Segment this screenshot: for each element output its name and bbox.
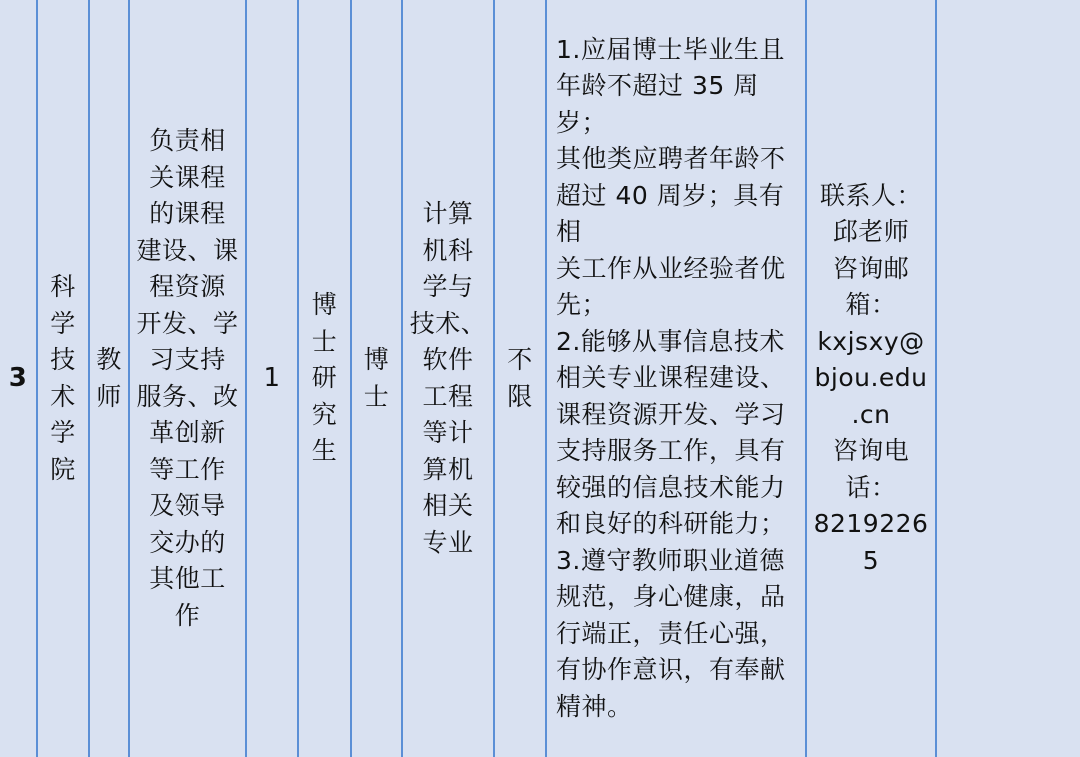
major-text: 计算 机科 学与 技术、 软件 工程 等计 算机 相关 专业	[409, 199, 487, 557]
cell-degree	[352, 0, 401, 757]
cell-duties	[130, 0, 245, 757]
cell-requirements	[547, 0, 805, 757]
cell-post	[90, 0, 128, 757]
education-level: 博 士 研 究 生	[311, 290, 338, 466]
cell-contact	[807, 0, 935, 757]
post-name: 教 师	[96, 345, 122, 411]
contact-text: 联系人： 邱老师 咨询邮 箱： kxjsxy@ bjou.edu .cn 咨询电 话： 8219226 5	[813, 180, 929, 575]
cell-count	[247, 0, 297, 757]
cell-other	[495, 0, 545, 757]
cell-index	[0, 0, 36, 757]
cell-education	[299, 0, 350, 757]
row-index: 3	[8, 363, 28, 394]
department-name: 科 学 技 术 学 院	[50, 272, 76, 484]
cell-major	[403, 0, 493, 757]
cell-department	[38, 0, 88, 757]
duties-text: 负责相 关课程 的课程 建设、课 程资源 开发、学 习支持 服务、改 革创新 等工作 及领导 交办的 其他工 作	[136, 126, 239, 630]
cell-remarks	[937, 0, 1080, 757]
other-text: 不 限	[507, 345, 533, 411]
degree-level: 博 士	[363, 345, 390, 411]
requirements-text: 1.应届博士毕业生且 年龄不超过 35 周岁； 其他类应聘者年龄不 超过 40 周岁；具有相 关工作从业经验者优 先； 2.能够从事信息技术 相关专业课程建设、 课程资源开发、学习 支持服务工作，具有 较强的信息技术能力 和良好的科研能力； 3.遵守教师职业道德 规范，身心健康，品 行端正，责任心强， 有协作意识，有奉献 精神。	[556, 34, 786, 721]
hiring-count: 1	[263, 363, 281, 394]
